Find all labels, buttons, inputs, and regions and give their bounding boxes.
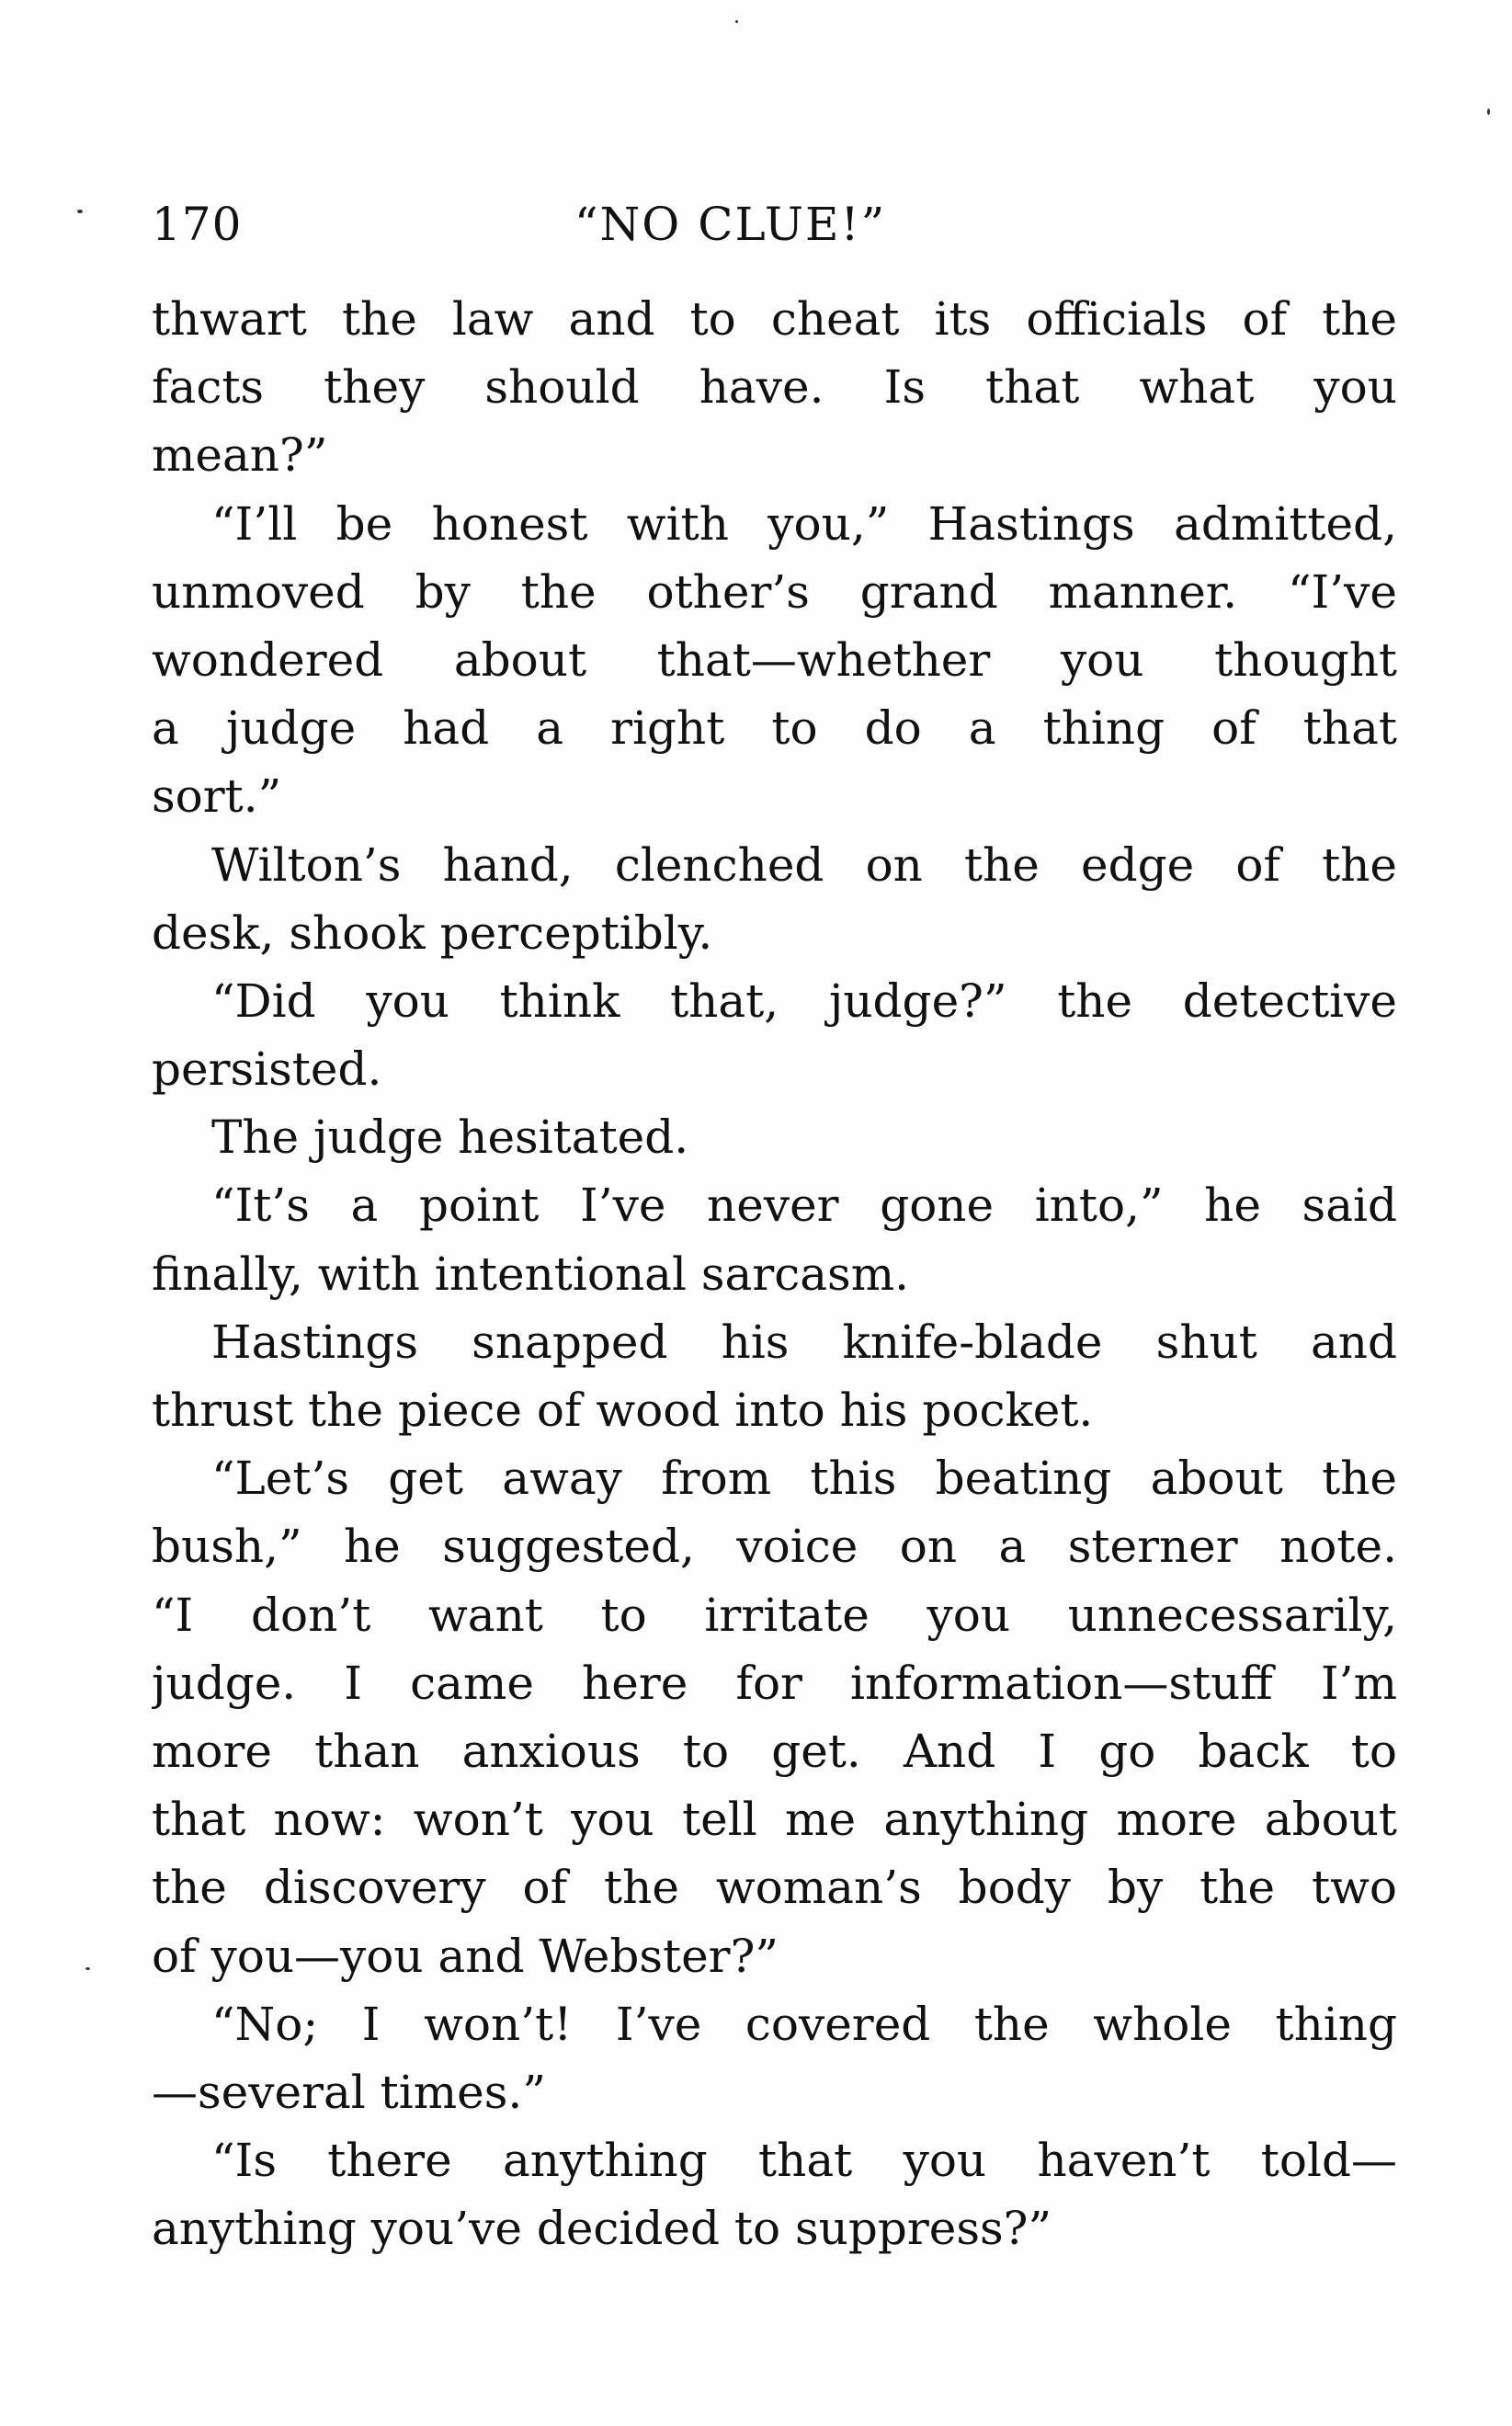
text-line: the discovery of the woman’s body by the two: [152, 1861, 1397, 1915]
text-line: “Let’s get away from this beating about the: [211, 1452, 1397, 1506]
text-line: Wilton’s hand, clenched on the edge of the: [211, 837, 1397, 892]
text-line: unmoved by the other’s grand manner. “I’ve: [152, 564, 1397, 619]
print-speck: [85, 1967, 90, 1970]
text-line: finally, with intentional sarcasm.: [152, 1247, 910, 1301]
text-line: Hastings snapped his knife-blade shut and: [211, 1315, 1397, 1369]
text-line: The judge hesitated.: [211, 1110, 689, 1165]
text-line: desk, shook perceptibly.: [152, 905, 713, 960]
print-speck: [77, 210, 83, 213]
text-line: that now: won’t you tell me anything more about: [152, 1793, 1397, 1847]
text-line: “It’s a point I’ve never gone into,” he said: [211, 1179, 1397, 1233]
text-line: “I don’t want to irritate you unnecessarily,: [152, 1588, 1397, 1642]
text-line: anything you’ve decided to suppress?”: [152, 2202, 1052, 2256]
text-line: “No; I won’t! I’ve covered the whole thing: [211, 1997, 1397, 2051]
text-line: thrust the piece of wood into his pocket.: [152, 1384, 1094, 1437]
text-line: wondered about that—whether you thought: [152, 632, 1397, 687]
text-line: sort.”: [152, 769, 282, 824]
text-line: a judge had a right to do a thing of that: [152, 701, 1397, 756]
text-line: —several times.”: [152, 2065, 546, 2119]
text-line: persisted.: [152, 1042, 382, 1097]
text-line: judge. I came here for information—stuff I’m: [152, 1656, 1397, 1710]
text-line: mean?”: [152, 428, 328, 483]
text-line: “I’ll be honest with you,” Hastings admitted,: [211, 496, 1397, 551]
running-title: “NO CLUE!”: [574, 198, 887, 251]
page-body: [152, 285, 1397, 2262]
print-speck: [735, 20, 738, 23]
text-line: bush,” he suggested, voice on a sterner note.: [152, 1520, 1397, 1574]
page-header: [152, 188, 1397, 271]
print-speck: [1487, 108, 1490, 115]
text-line: “Did you think that, judge?” the detective: [211, 974, 1397, 1028]
text-line: more than anxious to get. And I go back to: [152, 1724, 1397, 1778]
text-line: “Is there anything that you haven’t told—: [211, 2134, 1397, 2188]
text-line: thwart the law and to cheat its officials of the: [152, 292, 1397, 346]
text-line: of you—you and Webster?”: [152, 1929, 779, 1983]
text-line: facts they should have. Is that what you: [152, 360, 1397, 415]
page-number: 170: [152, 198, 243, 251]
